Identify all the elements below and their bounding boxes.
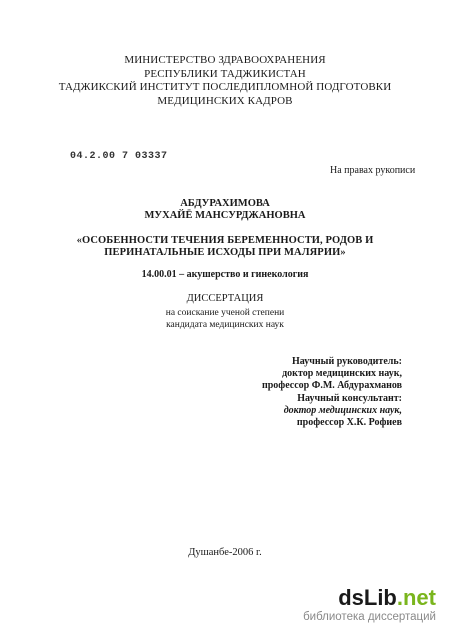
dissertation-label: ДИССЕРТАЦИЯ — [186, 293, 264, 304]
logo-brand: dsLib — [338, 585, 397, 610]
advisor-label: Научный руководитель: — [292, 356, 402, 367]
author-surname: АБДУРАХИМОВА — [180, 198, 270, 209]
title-line: ПЕРИНАТАЛЬНЫЕ ИСХОДЫ ПРИ МАЛЯРИИ» — [104, 247, 346, 258]
author-names: МУХАЙЁ МАНСУРДЖАНОВНА — [144, 210, 306, 221]
degree-line: на соискание ученой степени — [165, 308, 285, 318]
header-line: РЕСПУБЛИКИ ТАДЖИКИСТАН — [144, 67, 306, 80]
city-year: Душанбе-2006 г. — [188, 547, 262, 558]
manuscript-rights: На правах рукописи — [330, 165, 416, 176]
consultant-name: профессор Х.К. Рофиев — [296, 417, 402, 429]
author-block — [0, 198, 450, 222]
header-line: ТАДЖИКСКИЙ ИНСТИТУТ ПОСЛЕДИПЛОМНОЙ ПОДГОТОВКИ — [58, 81, 392, 93]
header-line: МИНИСТЕРСТВО ЗДРАВООХРАНЕНИЯ — [124, 54, 326, 66]
dslib-logo[interactable] — [338, 585, 436, 611]
logo-domain: .net — [396, 585, 436, 610]
registration-stamp: 04.2.00 7 03337 — [70, 151, 168, 162]
advisor-name: профессор Ф.М. Абдурахманов — [261, 380, 402, 392]
advisor-degree: доктор медицинских наук, — [282, 368, 402, 380]
title-line: «ОСОБЕННОСТИ ТЕЧЕНИЯ БЕРЕМЕННОСТИ, РОДОВ И — [76, 235, 374, 246]
degree-block — [0, 307, 450, 331]
dissertation-title — [0, 235, 450, 259]
consultant-degree: доктор медицинских наук, — [283, 404, 402, 416]
supervisors-block — [262, 356, 402, 429]
dslib-subtitle: библиотека диссертаций — [303, 611, 436, 623]
header-line: МЕДИЦИНСКИХ КАДРОВ — [157, 94, 293, 107]
degree-line: кандидата медицинских наук — [166, 320, 284, 330]
ministry-header — [0, 54, 450, 108]
consultant-label: Научный консультант: — [297, 392, 402, 404]
specialty-code: 14.00.01 – акушерство и гинекология — [141, 269, 309, 280]
